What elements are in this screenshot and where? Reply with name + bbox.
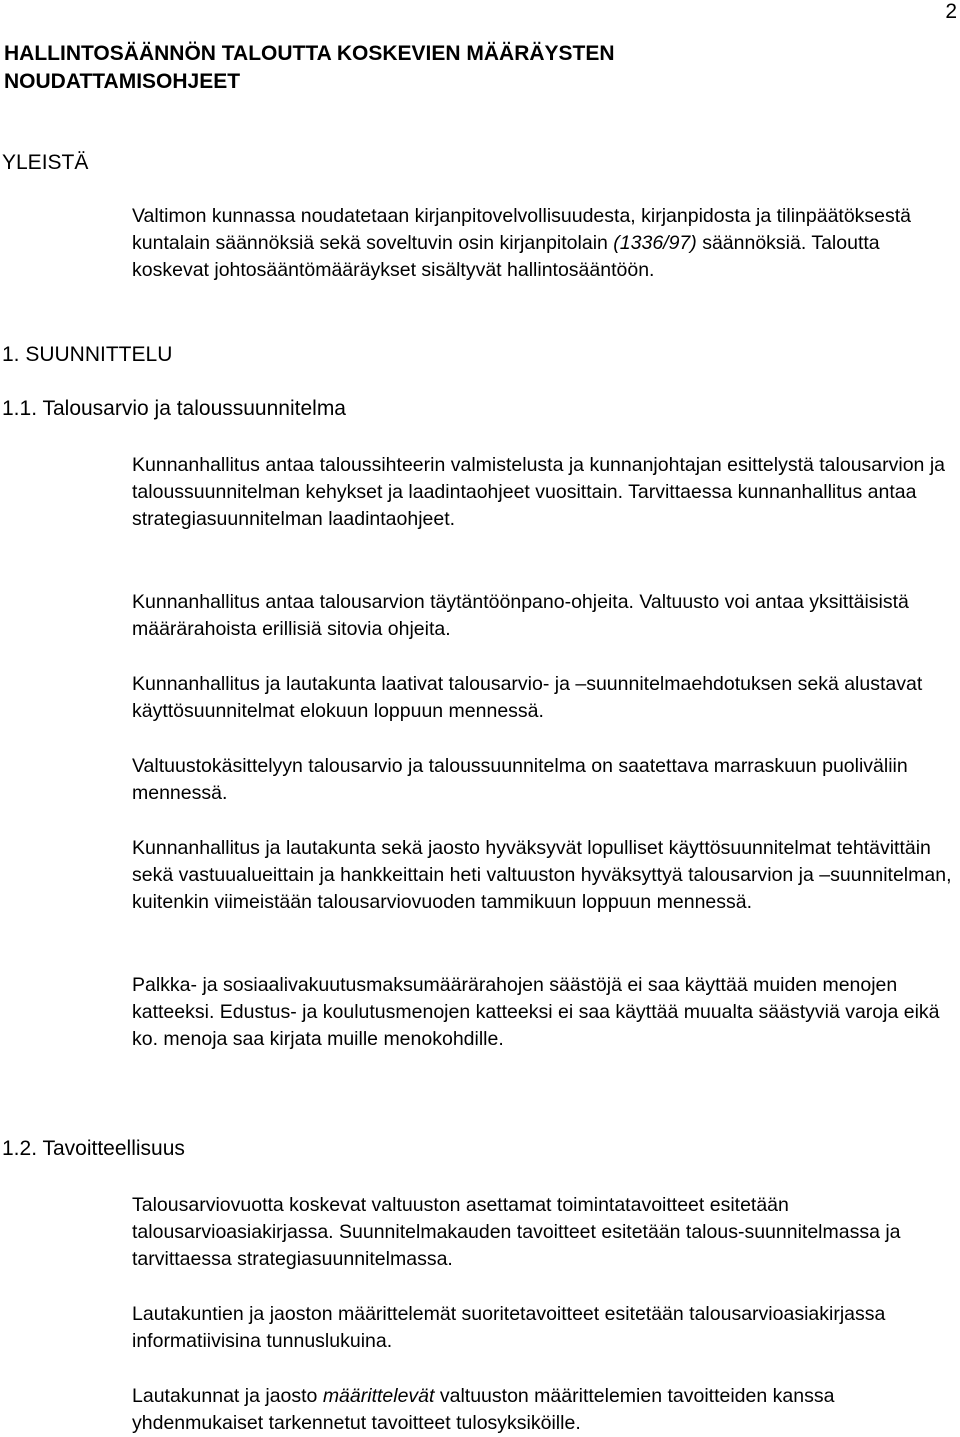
paragraph-goals-1: Talousarviovuotta koskevat valtuuston asettamat toimintatavoitteet esitetään talousarvioasiakirjassa. Suunnitelmakauden tavoitteet esitetään talous-suunnitelmassa ja tarvittaessa strategiasuunnitelmassa.	[132, 1194, 901, 1271]
general-text-end: säännöksiä. Taloutta koskevat johtosääntömääräykset sisältyvät hallintosääntöön.	[132, 232, 880, 282]
document-title-line-2: NOUDATTAMISOHJEET	[4, 70, 241, 93]
paragraph-budget-2: Kunnanhallitus antaa talousarvion täytäntöönpano-ohjeita. Valtuusto voi antaa yksittäisistä määrärahoista erillisiä sitovia ohjeita.	[132, 591, 909, 641]
heading-planning: 1. SUUNNITTELU	[2, 343, 173, 366]
paragraph-budget-6: Palkka- ja sosiaalivakuutusmaksumäärärahojen säästöjä ei saa käyttää muiden menojen katteeksi. Edustus- ja koulutusmenojen katteeksi ei saa käyttää muualta säästyviä varoja eikä ko. menoja saa kirjata muille menokohdille.	[132, 974, 940, 1051]
goals-text-start: Lautakunnat ja jaosto	[132, 1385, 323, 1407]
document-title-line-1: HALLINTOSÄÄNNÖN TALOUTTA KOSKEVIEN MÄÄRÄYSTEN	[4, 42, 615, 65]
page-number: 2	[945, 0, 957, 23]
paragraph-budget-1: Kunnanhallitus antaa taloussihteerin valmistelusta ja kunnanjohtajan esittelystä talousarvion ja taloussuunnitelman kehykset ja laadintaohjeet vuosittain. Tarvittaessa kunnanhallitus antaa strategiasuunnitelman laadintaohjeet.	[132, 454, 946, 531]
paragraph-goals-3	[132, 1383, 958, 1437]
heading-goals: 1.2. Tavoitteellisuus	[2, 1137, 185, 1160]
paragraph-general	[132, 203, 932, 285]
paragraph-budget-4: Valtuustokäsittelyyn talousarvio ja taloussuunnitelma on saatettava marraskuun puoliväliin mennessä.	[132, 755, 908, 805]
goals-italic-word: määrittelevät	[322, 1385, 435, 1407]
goals-text-end: valtuuston määrittelemien tavoitteiden kanssa yhdenmukaiset tarkennetut tavoitteet tulosyksiköille.	[132, 1385, 835, 1435]
paragraph-budget-3: Kunnanhallitus ja lautakunta laativat talousarvio- ja –suunnitelmaehdotuksen sekä alustavat käyttösuunnitelmat elokuun loppuun mennessä.	[132, 673, 923, 723]
paragraph-goals-2: Lautakuntien ja jaoston määrittelemät suoritetavoitteet esitetään talousarvioasiakirjassa informatiivisina tunnuslukuina.	[132, 1303, 886, 1353]
paragraph-budget-5: Kunnanhallitus ja lautakunta sekä jaosto hyväksyvät lopulliset käyttösuunnitelmat tehtävittäin sekä vastuualueittain ja hankkeittain heti valtuuston hyväksyttyä talousarvion ja –suunnitelman, kuitenkin viimeistään talousarviovuoden tammikuun loppuun mennessä.	[132, 837, 952, 914]
heading-budget: 1.1. Talousarvio ja taloussuunnitelma	[2, 397, 346, 420]
law-reference: (1336/97)	[613, 232, 697, 255]
heading-general: YLEISTÄ	[2, 151, 89, 174]
general-text-start: Valtimon kunnassa noudatetaan kirjanpitovelvollisuudesta, kirjanpidosta ja tilinpäätöksestä kuntalain säännöksiä sekä soveltuvin osin kirjanpitolain	[132, 205, 912, 255]
document-title	[4, 40, 904, 96]
